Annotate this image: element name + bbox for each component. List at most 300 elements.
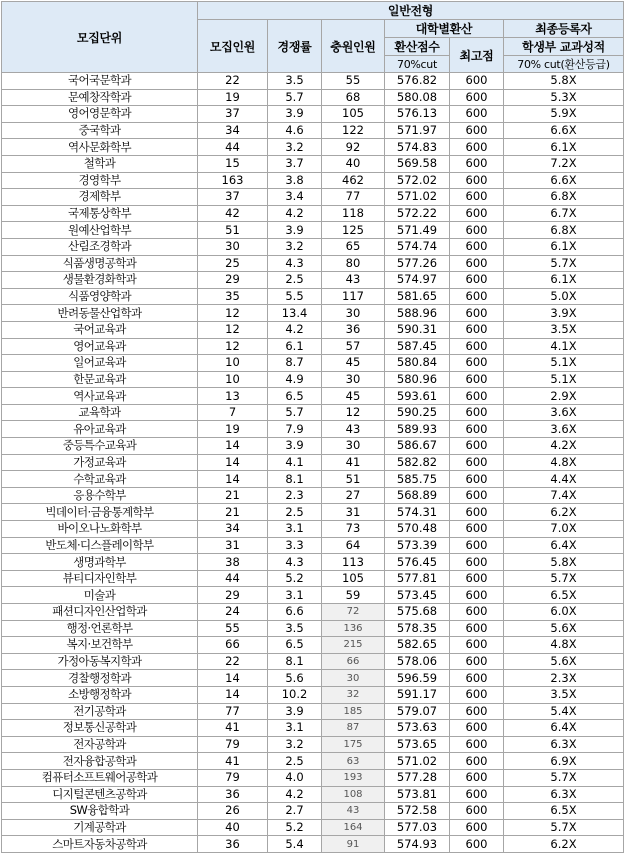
max-cell: 600	[450, 786, 504, 803]
header-max: 최고점	[450, 38, 504, 73]
waitlist-cell: 30	[322, 371, 385, 388]
max-cell: 600	[450, 189, 504, 206]
score-cell: 576.82	[385, 73, 450, 90]
score-cell: 585.75	[385, 471, 450, 488]
waitlist-cell: 43	[322, 272, 385, 289]
score-cell: 578.06	[385, 653, 450, 670]
grade-cell: 6.1X	[504, 139, 624, 156]
max-cell: 600	[450, 139, 504, 156]
waitlist-cell: 105	[322, 106, 385, 123]
header-general: 일반전형	[198, 2, 624, 20]
grade-cell: 6.8X	[504, 222, 624, 239]
competition-cell: 4.2	[268, 786, 322, 803]
recruits-cell: 37	[198, 106, 268, 123]
score-cell: 573.65	[385, 736, 450, 753]
competition-cell: 13.4	[268, 305, 322, 322]
unit-cell: 가정교육과	[2, 454, 198, 471]
grade-cell: 7.0X	[504, 521, 624, 538]
waitlist-cell: 185	[322, 703, 385, 720]
unit-cell: 일어교육과	[2, 355, 198, 372]
unit-cell: 전자융합공학과	[2, 753, 198, 770]
recruits-cell: 77	[198, 703, 268, 720]
table-row	[2, 637, 624, 654]
table-row	[2, 122, 624, 139]
waitlist-cell: 31	[322, 504, 385, 521]
table-row	[2, 554, 624, 571]
recruits-cell: 14	[198, 438, 268, 455]
unit-cell: 영어영문학과	[2, 106, 198, 123]
max-cell: 600	[450, 769, 504, 786]
max-cell: 600	[450, 604, 504, 621]
table-row	[2, 421, 624, 438]
competition-cell: 2.5	[268, 504, 322, 521]
unit-cell: 반도체·디스플레이학부	[2, 537, 198, 554]
score-cell: 593.61	[385, 388, 450, 405]
table-row	[2, 305, 624, 322]
recruits-cell: 15	[198, 155, 268, 172]
max-cell: 600	[450, 73, 504, 90]
unit-cell: 전기공학과	[2, 703, 198, 720]
competition-cell: 4.3	[268, 255, 322, 272]
unit-cell: 교육학과	[2, 404, 198, 421]
waitlist-cell: 462	[322, 172, 385, 189]
max-cell: 600	[450, 421, 504, 438]
recruits-cell: 42	[198, 205, 268, 222]
recruits-cell: 24	[198, 604, 268, 621]
table-row	[2, 587, 624, 604]
score-cell: 576.13	[385, 106, 450, 123]
competition-cell: 10.2	[268, 686, 322, 703]
score-cell: 574.74	[385, 238, 450, 255]
score-cell: 573.63	[385, 720, 450, 737]
grade-cell: 3.5X	[504, 686, 624, 703]
waitlist-cell: 118	[322, 205, 385, 222]
score-cell: 580.84	[385, 355, 450, 372]
competition-cell: 3.9	[268, 222, 322, 239]
score-cell: 571.02	[385, 189, 450, 206]
max-cell: 600	[450, 338, 504, 355]
recruits-cell: 79	[198, 736, 268, 753]
table-row	[2, 836, 624, 853]
table-row	[2, 753, 624, 770]
grade-cell: 6.4X	[504, 537, 624, 554]
waitlist-cell: 45	[322, 388, 385, 405]
waitlist-cell: 122	[322, 122, 385, 139]
unit-cell: 컴퓨터소프트웨어공학과	[2, 769, 198, 786]
table-header	[2, 2, 624, 73]
table-row	[2, 703, 624, 720]
max-cell: 600	[450, 106, 504, 123]
unit-cell: 경영학부	[2, 172, 198, 189]
table-row	[2, 139, 624, 156]
recruits-cell: 163	[198, 172, 268, 189]
max-cell: 600	[450, 172, 504, 189]
unit-cell: 영어교육과	[2, 338, 198, 355]
unit-cell: 국제통상학부	[2, 205, 198, 222]
recruits-cell: 40	[198, 819, 268, 836]
unit-cell: 경찰행정학과	[2, 670, 198, 687]
recruits-cell: 14	[198, 670, 268, 687]
recruits-cell: 12	[198, 338, 268, 355]
unit-cell: 중국학과	[2, 122, 198, 139]
score-cell: 580.08	[385, 89, 450, 106]
max-cell: 600	[450, 321, 504, 338]
recruits-cell: 34	[198, 521, 268, 538]
waitlist-cell: 45	[322, 355, 385, 372]
table-row	[2, 189, 624, 206]
recruits-cell: 44	[198, 139, 268, 156]
unit-cell: 중등특수교육과	[2, 438, 198, 455]
max-cell: 600	[450, 222, 504, 239]
score-cell: 574.31	[385, 504, 450, 521]
score-cell: 572.02	[385, 172, 450, 189]
header-cut70: 70%cut	[385, 56, 450, 73]
recruits-cell: 29	[198, 272, 268, 289]
unit-cell: 경제학부	[2, 189, 198, 206]
recruits-cell: 26	[198, 803, 268, 820]
table-row	[2, 803, 624, 820]
competition-cell: 3.4	[268, 189, 322, 206]
grade-cell: 5.8X	[504, 554, 624, 571]
competition-cell: 4.3	[268, 554, 322, 571]
max-cell: 600	[450, 570, 504, 587]
competition-cell: 8.1	[268, 653, 322, 670]
grade-cell: 6.3X	[504, 786, 624, 803]
waitlist-cell: 59	[322, 587, 385, 604]
max-cell: 600	[450, 554, 504, 571]
score-cell: 572.22	[385, 205, 450, 222]
recruits-cell: 25	[198, 255, 268, 272]
unit-cell: 뷰티디자인학부	[2, 570, 198, 587]
recruits-cell: 10	[198, 355, 268, 372]
grade-cell: 6.6X	[504, 122, 624, 139]
max-cell: 600	[450, 438, 504, 455]
competition-cell: 6.5	[268, 388, 322, 405]
grade-cell: 5.6X	[504, 653, 624, 670]
recruits-cell: 38	[198, 554, 268, 571]
waitlist-cell: 30	[322, 438, 385, 455]
max-cell: 600	[450, 803, 504, 820]
waitlist-cell: 215	[322, 637, 385, 654]
competition-cell: 4.2	[268, 205, 322, 222]
unit-cell: 역사문화학부	[2, 139, 198, 156]
score-cell: 587.45	[385, 338, 450, 355]
max-cell: 600	[450, 587, 504, 604]
score-cell: 572.58	[385, 803, 450, 820]
max-cell: 600	[450, 122, 504, 139]
max-cell: 600	[450, 238, 504, 255]
grade-cell: 4.4X	[504, 471, 624, 488]
score-cell: 569.58	[385, 155, 450, 172]
unit-cell: 반려동물산업학과	[2, 305, 198, 322]
score-cell: 576.45	[385, 554, 450, 571]
competition-cell: 4.0	[268, 769, 322, 786]
table-row	[2, 73, 624, 90]
waitlist-cell: 65	[322, 238, 385, 255]
header-school-record: 학생부 교과성적	[504, 38, 624, 56]
grade-cell: 3.5X	[504, 321, 624, 338]
competition-cell: 2.7	[268, 803, 322, 820]
max-cell: 600	[450, 355, 504, 372]
score-cell: 571.97	[385, 122, 450, 139]
competition-cell: 3.1	[268, 587, 322, 604]
header-unit: 모집단위	[2, 2, 198, 73]
score-cell: 590.25	[385, 404, 450, 421]
competition-cell: 3.1	[268, 521, 322, 538]
table-row	[2, 819, 624, 836]
recruits-cell: 13	[198, 388, 268, 405]
table-row	[2, 471, 624, 488]
waitlist-cell: 164	[322, 819, 385, 836]
unit-cell: 산림조경학과	[2, 238, 198, 255]
table-row	[2, 255, 624, 272]
waitlist-cell: 36	[322, 321, 385, 338]
unit-cell: 바이오나노화학부	[2, 521, 198, 538]
grade-cell: 4.1X	[504, 338, 624, 355]
header-waitlist: 충원인원	[322, 20, 385, 73]
waitlist-cell: 30	[322, 670, 385, 687]
max-cell: 600	[450, 471, 504, 488]
table-row	[2, 205, 624, 222]
competition-cell: 2.5	[268, 753, 322, 770]
recruits-cell: 34	[198, 122, 268, 139]
recruits-cell: 14	[198, 471, 268, 488]
unit-cell: SW융합학과	[2, 803, 198, 820]
table-row	[2, 769, 624, 786]
max-cell: 600	[450, 836, 504, 853]
competition-cell: 3.1	[268, 720, 322, 737]
waitlist-cell: 66	[322, 653, 385, 670]
unit-cell: 식품생명공학과	[2, 255, 198, 272]
score-cell: 575.68	[385, 604, 450, 621]
recruits-cell: 51	[198, 222, 268, 239]
table-row	[2, 521, 624, 538]
grade-cell: 7.2X	[504, 155, 624, 172]
grade-cell: 6.9X	[504, 753, 624, 770]
max-cell: 600	[450, 703, 504, 720]
max-cell: 600	[450, 371, 504, 388]
recruits-cell: 31	[198, 537, 268, 554]
waitlist-cell: 87	[322, 720, 385, 737]
table-row	[2, 620, 624, 637]
unit-cell: 생명과학부	[2, 554, 198, 571]
waitlist-cell: 27	[322, 487, 385, 504]
grade-cell: 4.8X	[504, 637, 624, 654]
competition-cell: 3.8	[268, 172, 322, 189]
table-row	[2, 106, 624, 123]
waitlist-cell: 43	[322, 421, 385, 438]
competition-cell: 3.2	[268, 736, 322, 753]
grade-cell: 6.6X	[504, 172, 624, 189]
grade-cell: 6.0X	[504, 604, 624, 621]
waitlist-cell: 64	[322, 537, 385, 554]
score-cell: 591.17	[385, 686, 450, 703]
table-row	[2, 238, 624, 255]
table-row	[2, 670, 624, 687]
table-row	[2, 89, 624, 106]
grade-cell: 6.5X	[504, 803, 624, 820]
max-cell: 600	[450, 404, 504, 421]
grade-cell: 6.5X	[504, 587, 624, 604]
grade-cell: 5.3X	[504, 89, 624, 106]
grade-cell: 4.8X	[504, 454, 624, 471]
recruits-cell: 29	[198, 587, 268, 604]
unit-cell: 디지털콘텐츠공학과	[2, 786, 198, 803]
competition-cell: 6.5	[268, 637, 322, 654]
waitlist-cell: 30	[322, 305, 385, 322]
recruits-cell: 37	[198, 189, 268, 206]
waitlist-cell: 51	[322, 471, 385, 488]
waitlist-cell: 68	[322, 89, 385, 106]
grade-cell: 5.7X	[504, 255, 624, 272]
competition-cell: 4.1	[268, 454, 322, 471]
grade-cell: 6.8X	[504, 189, 624, 206]
waitlist-cell: 63	[322, 753, 385, 770]
unit-cell: 국어국문학과	[2, 73, 198, 90]
waitlist-cell: 92	[322, 139, 385, 156]
max-cell: 600	[450, 720, 504, 737]
table-row	[2, 355, 624, 372]
grade-cell: 6.1X	[504, 272, 624, 289]
score-cell: 582.65	[385, 637, 450, 654]
recruits-cell: 41	[198, 720, 268, 737]
score-cell: 571.02	[385, 753, 450, 770]
competition-cell: 3.9	[268, 703, 322, 720]
competition-cell: 5.2	[268, 819, 322, 836]
table-row	[2, 321, 624, 338]
waitlist-cell: 43	[322, 803, 385, 820]
admission-results-table-container	[1, 1, 624, 853]
waitlist-cell: 175	[322, 736, 385, 753]
unit-cell: 빅데이터·금융통계학부	[2, 504, 198, 521]
competition-cell: 5.4	[268, 836, 322, 853]
waitlist-cell: 113	[322, 554, 385, 571]
admission-results-table	[1, 1, 624, 853]
grade-cell: 3.9X	[504, 305, 624, 322]
grade-cell: 3.6X	[504, 421, 624, 438]
grade-cell: 5.8X	[504, 73, 624, 90]
competition-cell: 5.6	[268, 670, 322, 687]
grade-cell: 6.4X	[504, 720, 624, 737]
recruits-cell: 12	[198, 305, 268, 322]
score-cell: 577.81	[385, 570, 450, 587]
header-grade-cut: 70% cut(환산등급)	[504, 56, 624, 73]
waitlist-cell: 12	[322, 404, 385, 421]
max-cell: 600	[450, 487, 504, 504]
recruits-cell: 30	[198, 238, 268, 255]
score-cell: 570.48	[385, 521, 450, 538]
recruits-cell: 10	[198, 371, 268, 388]
score-cell: 586.67	[385, 438, 450, 455]
recruits-cell: 35	[198, 288, 268, 305]
score-cell: 580.96	[385, 371, 450, 388]
recruits-cell: 36	[198, 786, 268, 803]
max-cell: 600	[450, 686, 504, 703]
recruits-cell: 36	[198, 836, 268, 853]
table-row	[2, 653, 624, 670]
score-cell: 589.93	[385, 421, 450, 438]
header-conv-group: 대학별환산	[385, 20, 504, 38]
waitlist-cell: 40	[322, 155, 385, 172]
score-cell: 588.96	[385, 305, 450, 322]
table-row	[2, 222, 624, 239]
waitlist-cell: 108	[322, 786, 385, 803]
max-cell: 600	[450, 819, 504, 836]
grade-cell: 6.3X	[504, 736, 624, 753]
unit-cell: 식품영양학과	[2, 288, 198, 305]
table-row	[2, 438, 624, 455]
competition-cell: 3.2	[268, 139, 322, 156]
unit-cell: 응용수학부	[2, 487, 198, 504]
table-row	[2, 172, 624, 189]
table-row	[2, 604, 624, 621]
max-cell: 600	[450, 736, 504, 753]
competition-cell: 5.7	[268, 404, 322, 421]
unit-cell: 유아교육과	[2, 421, 198, 438]
unit-cell: 행정·언론학부	[2, 620, 198, 637]
max-cell: 600	[450, 637, 504, 654]
unit-cell: 기계공학과	[2, 819, 198, 836]
recruits-cell: 22	[198, 653, 268, 670]
table-row	[2, 288, 624, 305]
grade-cell: 5.7X	[504, 570, 624, 587]
unit-cell: 생물환경화학과	[2, 272, 198, 289]
waitlist-cell: 41	[322, 454, 385, 471]
unit-cell: 복지·보건학부	[2, 637, 198, 654]
waitlist-cell: 193	[322, 769, 385, 786]
score-cell: 577.28	[385, 769, 450, 786]
unit-cell: 패션디자인산업학과	[2, 604, 198, 621]
table-row	[2, 786, 624, 803]
competition-cell: 8.1	[268, 471, 322, 488]
score-cell: 574.93	[385, 836, 450, 853]
unit-cell: 원예산업학부	[2, 222, 198, 239]
waitlist-cell: 125	[322, 222, 385, 239]
score-cell: 574.97	[385, 272, 450, 289]
score-cell: 574.83	[385, 139, 450, 156]
recruits-cell: 12	[198, 321, 268, 338]
table-row	[2, 371, 624, 388]
max-cell: 600	[450, 753, 504, 770]
table-row	[2, 404, 624, 421]
table-row	[2, 487, 624, 504]
max-cell: 600	[450, 288, 504, 305]
unit-cell: 스마트자동차공학과	[2, 836, 198, 853]
grade-cell: 6.2X	[504, 504, 624, 521]
score-cell: 582.82	[385, 454, 450, 471]
grade-cell: 5.7X	[504, 769, 624, 786]
competition-cell: 5.2	[268, 570, 322, 587]
max-cell: 600	[450, 454, 504, 471]
competition-cell: 3.5	[268, 620, 322, 637]
waitlist-cell: 57	[322, 338, 385, 355]
max-cell: 600	[450, 272, 504, 289]
competition-cell: 2.5	[268, 272, 322, 289]
competition-cell: 2.3	[268, 487, 322, 504]
grade-cell: 5.4X	[504, 703, 624, 720]
recruits-cell: 21	[198, 504, 268, 521]
competition-cell: 3.7	[268, 155, 322, 172]
max-cell: 600	[450, 255, 504, 272]
competition-cell: 6.1	[268, 338, 322, 355]
score-cell: 577.26	[385, 255, 450, 272]
recruits-cell: 7	[198, 404, 268, 421]
waitlist-cell: 55	[322, 73, 385, 90]
header-conv-score: 환산점수	[385, 38, 450, 56]
header-final-group: 최종등록자	[504, 20, 624, 38]
competition-cell: 3.3	[268, 537, 322, 554]
score-cell: 571.49	[385, 222, 450, 239]
